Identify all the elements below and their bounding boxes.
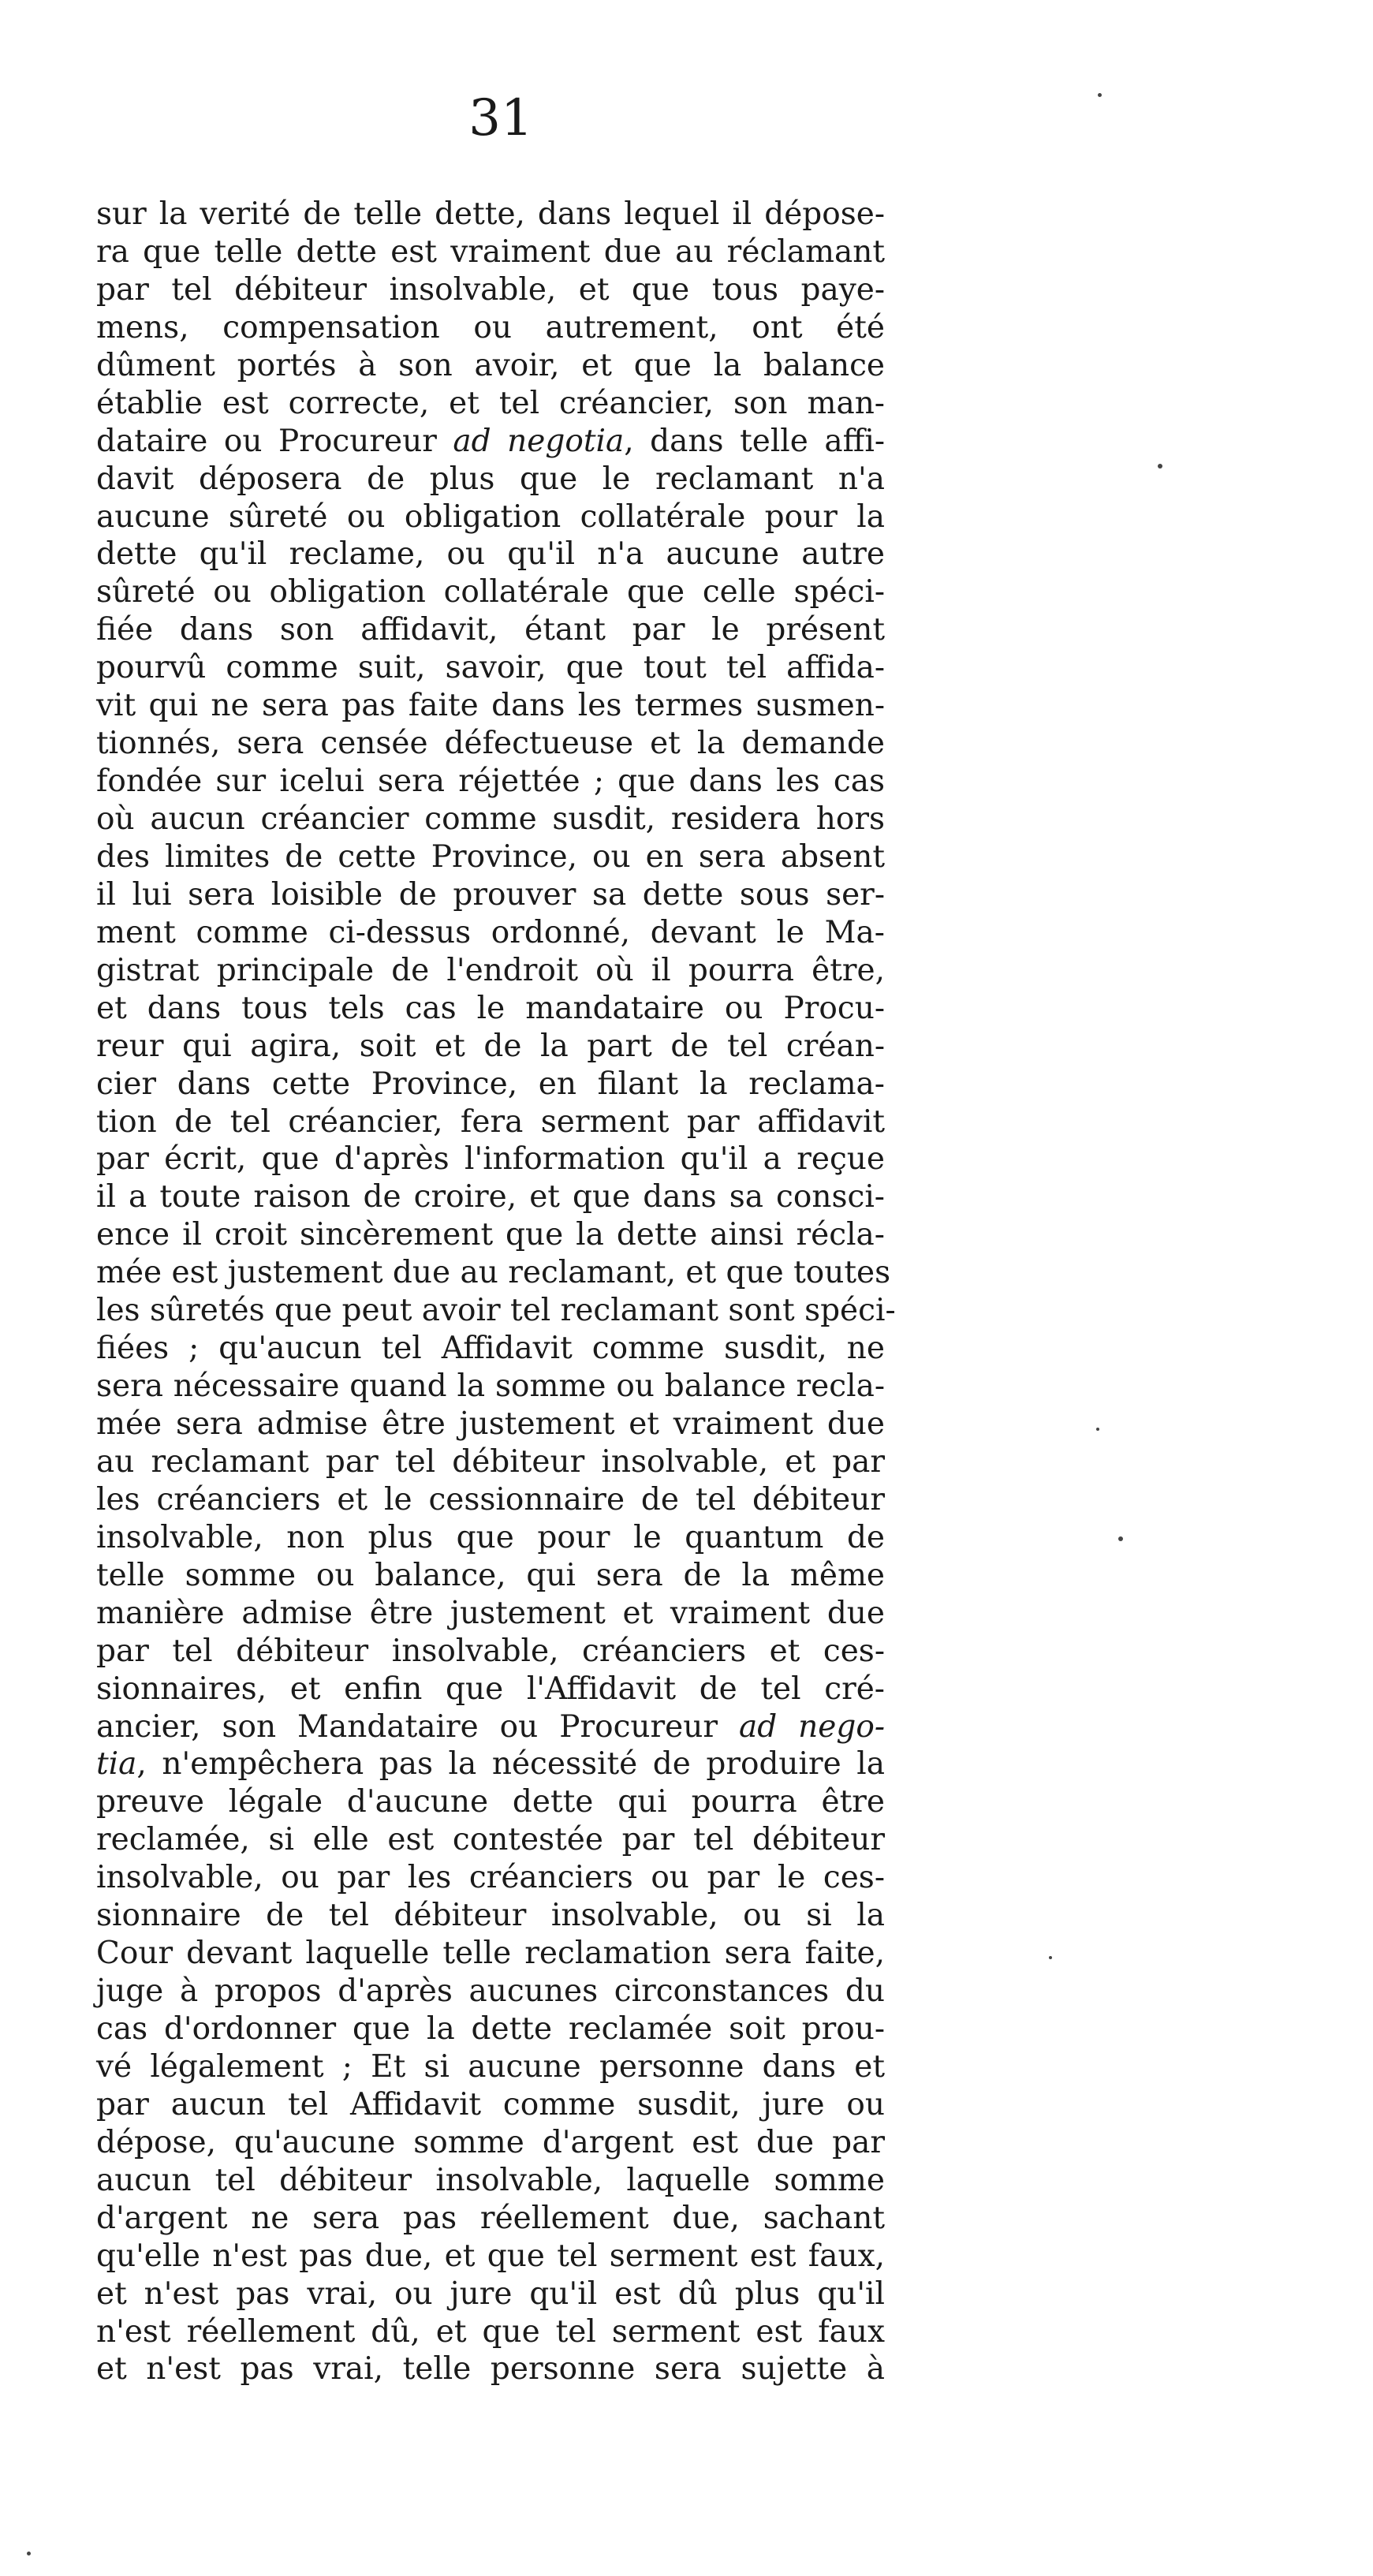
speck-mark bbox=[1118, 1536, 1123, 1541]
italic-term: ad negotia bbox=[453, 423, 625, 459]
text-line: reur qui agira, soit et de la part de tel créan- bbox=[96, 1028, 885, 1064]
text-line: manière admise être justement et vraiment due bbox=[96, 1595, 885, 1631]
text-line: ment comme ci-dessus ordonné, devant le Ma- bbox=[96, 914, 885, 950]
text-line: par tel débiteur insolvable, créanciers et ces- bbox=[96, 1633, 885, 1669]
text-line: Cour devant laquelle telle reclamation sera faite, bbox=[96, 1936, 885, 1972]
text-line: n'est réellement dû, et que tel serment est faux bbox=[96, 2313, 885, 2350]
text-line: dataire ou Procureur ad negotia, dans telle affi- bbox=[96, 423, 886, 459]
text-line: il a toute raison de croire, et que dans sa consci- bbox=[96, 1179, 885, 1215]
text-line: tionnés, sera censée défectueuse et la demande bbox=[96, 726, 885, 762]
text-line: où aucun créancier comme susdit, residera hors bbox=[96, 801, 885, 837]
text-line: insolvable, ou par les créanciers ou par le ces- bbox=[96, 1860, 885, 1896]
text-line: juge à propos d'après aucunes circonstances du bbox=[96, 1973, 885, 2010]
text-line: ra que telle dette est vraiment due au réclamant bbox=[96, 233, 885, 270]
text-line: sûreté ou obligation collatérale que celle spéci- bbox=[96, 574, 885, 610]
text-line: les créanciers et le cessionnaire de tel débiteur bbox=[96, 1481, 885, 1518]
text-line: par tel débiteur insolvable, et que tous paye- bbox=[96, 271, 885, 308]
italic-term: tia bbox=[96, 1746, 137, 1783]
text-line: par aucun tel Affidavit comme susdit, jure ou bbox=[96, 2086, 885, 2122]
text-line: pourvû comme suit, savoir, que tout tel affida- bbox=[96, 650, 885, 686]
text-line: reclamée, si elle est contestée par tel débiteur bbox=[96, 1822, 885, 1858]
text-line: vé légalement ; Et si aucune personne dans et bbox=[96, 2048, 885, 2085]
text-line: dûment portés à son avoir, et que la balance bbox=[96, 347, 885, 383]
text-line: vit qui ne sera pas faite dans les termes susmen- bbox=[96, 688, 885, 724]
text-line: tion de tel créancier, fera serment par affidavit bbox=[96, 1103, 885, 1140]
text-line: les sûretés que peut avoir tel reclamant sont spéci- bbox=[96, 1293, 896, 1329]
text-line: dépose, qu'aucune somme d'argent est due par bbox=[96, 2124, 885, 2160]
text-line: des limites de cette Province, ou en sera absent bbox=[96, 838, 885, 875]
speck-mark bbox=[27, 2552, 31, 2555]
text-line: fiées ; qu'aucun tel Affidavit comme susdit, ne bbox=[96, 1331, 885, 1367]
text-line: telle somme ou balance, qui sera de la même bbox=[96, 1557, 885, 1593]
text-line: cas d'ordonner que la dette reclamée soit prou- bbox=[96, 2011, 885, 2047]
text-line: sera nécessaire quand la somme ou balance recla- bbox=[96, 1368, 885, 1405]
italic-term: ad nego- bbox=[739, 1708, 885, 1745]
text-line: fiée dans son affidavit, étant par le présent bbox=[96, 612, 885, 648]
text-line: d'argent ne sera pas réellement due, sachant bbox=[96, 2200, 885, 2236]
text-line: et dans tous tels cas le mandataire ou Procu- bbox=[96, 990, 885, 1026]
text-line: davit déposera de plus que le reclamant n'a bbox=[96, 461, 885, 497]
speck-mark bbox=[1158, 464, 1162, 469]
text-line: par écrit, que d'après l'information qu'il a reçue bbox=[96, 1141, 885, 1178]
text-line: aucune sûreté ou obligation collatérale pour la bbox=[96, 498, 885, 535]
speck-mark bbox=[1096, 1428, 1099, 1431]
text-line: sur la verité de telle dette, dans lequel il dépose- bbox=[96, 196, 885, 232]
text-line: il lui sera loisible de prouver sa dette sous ser- bbox=[96, 876, 885, 913]
text-line: ancier, son Mandataire ou Procureur ad nego- bbox=[96, 1708, 885, 1745]
speck-mark bbox=[1098, 93, 1102, 97]
text-line: preuve légale d'aucune dette qui pourra être bbox=[96, 1784, 885, 1820]
text-line: mens, compensation ou autrement, ont été bbox=[96, 309, 885, 345]
text-line: tia, n'empêchera pas la nécessité de produire la bbox=[96, 1746, 885, 1783]
text-line: et n'est pas vrai, ou jure qu'il est dû plus qu'il bbox=[96, 2275, 885, 2312]
text-line: insolvable, non plus que pour le quantum de bbox=[96, 1519, 885, 1555]
text-line: au reclamant par tel débiteur insolvable, et par bbox=[96, 1443, 885, 1480]
text-line: et n'est pas vrai, telle personne sera sujette à bbox=[96, 2351, 885, 2387]
text-line: dette qu'il reclame, ou qu'il n'a aucune autre bbox=[96, 536, 885, 573]
text-line: sionnaire de tel débiteur insolvable, ou si la bbox=[96, 1898, 885, 1934]
text-line: fondée sur icelui sera réjettée ; que dans les cas bbox=[96, 763, 885, 800]
speck-mark bbox=[1049, 1956, 1052, 1959]
text-line: mée sera admise être justement et vraiment due bbox=[96, 1406, 885, 1442]
text-line: aucun tel débiteur insolvable, laquelle somme bbox=[96, 2162, 885, 2198]
text-line: établie est correcte, et tel créancier, son man- bbox=[96, 385, 885, 421]
body-text bbox=[96, 196, 896, 2388]
text-line: mée est justement due au reclamant, et que toutes bbox=[96, 1255, 891, 1291]
page-number: 31 bbox=[468, 89, 533, 147]
text-line: sionnaires, et enfin que l'Affidavit de tel cré- bbox=[96, 1671, 885, 1707]
text-line: cier dans cette Province, en filant la reclama- bbox=[96, 1066, 885, 1102]
text-line: ence il croit sincèrement que la dette ainsi récla- bbox=[96, 1217, 885, 1253]
text-line: qu'elle n'est pas due, et que tel serment est faux, bbox=[96, 2238, 885, 2274]
text-line: gistrat principale de l'endroit où il pourra être, bbox=[96, 952, 885, 988]
